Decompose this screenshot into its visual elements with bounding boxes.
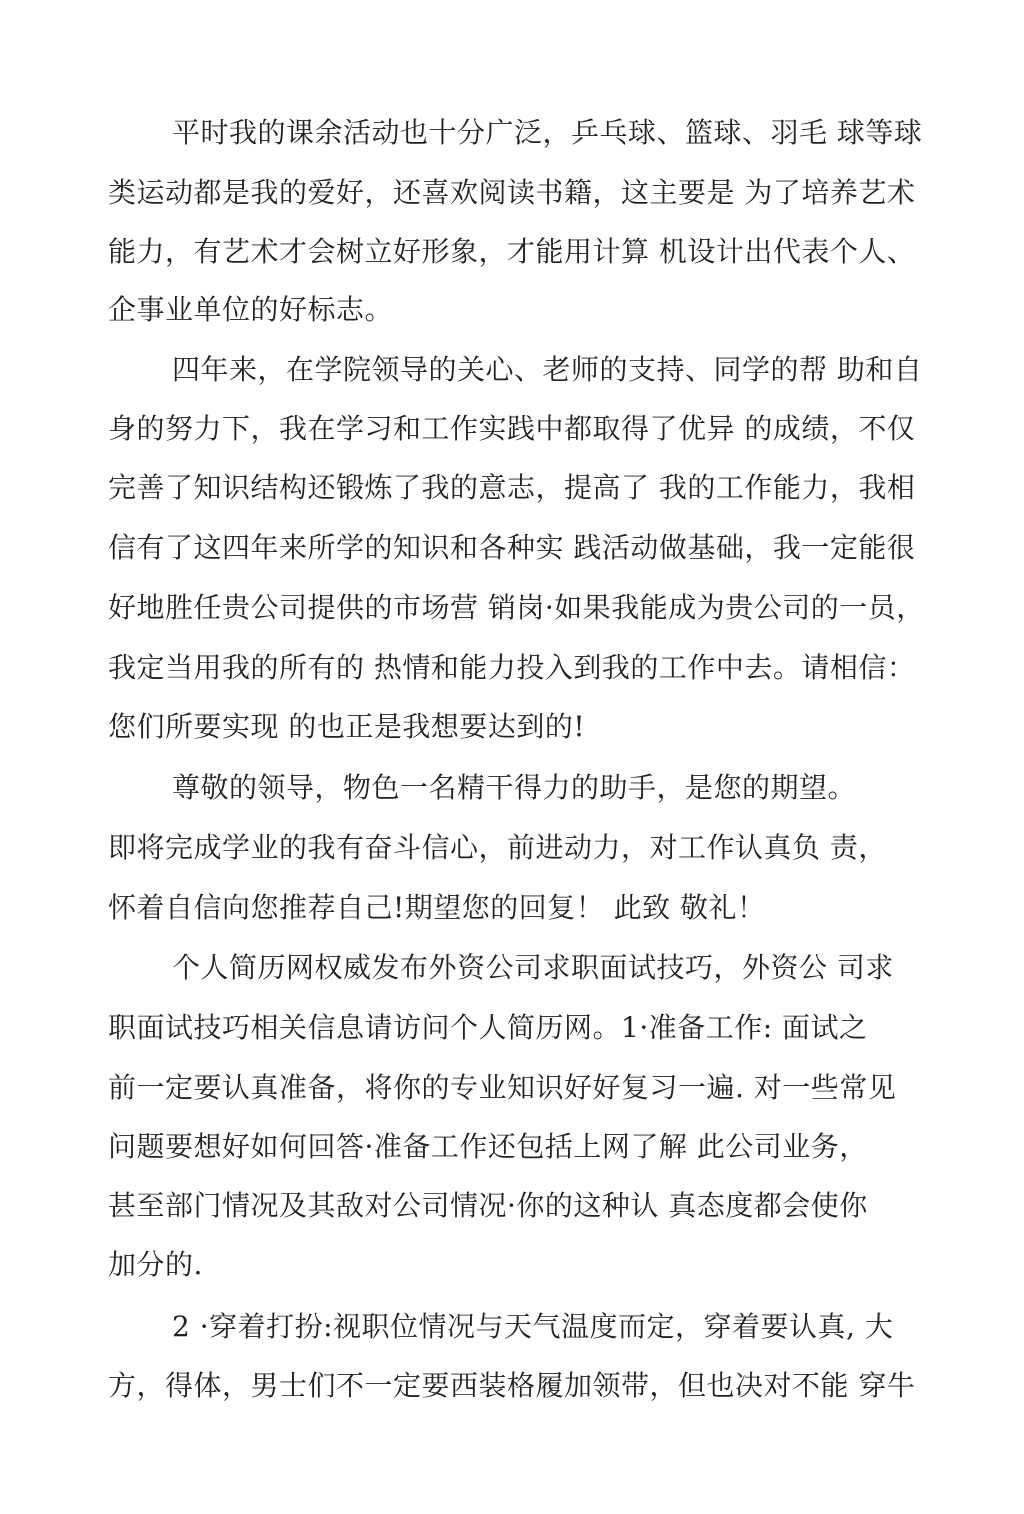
paragraph-line: 平时我的课余活动也十分广泛，乒乓球、篮球、羽毛 球等球 [172,116,923,149]
paragraph-line: 能力，有艺术才会树立好形象，才能用计算 机设计出代表个人、 [108,235,916,268]
paragraph-line: 类运动都是我的爱好，还喜欢阅读书籍，这主要是 为了培养艺术 [108,176,916,209]
paragraph-line: 问题要想好如何回答·准备工作还包括上网了解 此公司业务， [108,1130,868,1163]
paragraph-line: 加分的. [108,1248,203,1281]
paragraph-line: 企事业单位的好标志。 [108,293,394,326]
paragraph-line: 职面试技巧相关信息请访问个人简历网。1·准备工作: 面试之 [108,1011,868,1044]
paragraph-line: 甚至部门情况及其敌对公司情况·你的这种认 真态度都会使你 [108,1189,868,1222]
paragraph-line: 2 ·穿着打扮:视职位情况与天气温度而定，穿着要认真, 大 [172,1310,894,1343]
paragraph-line: 好地胜任贵公司提供的市场营 销岗·如果我能成为贵公司的一员， [108,591,925,624]
paragraph-line: 完善了知识结构还锻炼了我的意志，提高了 我的工作能力，我相 [108,471,916,504]
paragraph-line: 您们所要实现 的也正是我想要达到的! [108,710,586,743]
paragraph-line: 尊敬的领导，物色一名精干得力的助手，是您的期望。 [172,771,857,804]
paragraph-line: 怀着自信向您推荐自己!期望您的回复！ 此致 敬礼！ [108,891,766,924]
paragraph-line: 方，得体，男士们不一定要西装格履加领带，但也决对不能 穿牛 [108,1369,916,1402]
paragraph-line: 我定当用我的所有的 热情和能力投入到我的工作中去。请相信： [108,651,916,684]
paragraph-line: 个人简历网权威发布外资公司求职面试技巧，外资公 司求 [172,951,894,984]
paragraph-line: 信有了这四年来所学的知识和各种实 践活动做基础，我一定能很 [108,531,916,564]
paragraph-line: 前一定要认真准备，将你的专业知识好好复习一遍. 对一些常见 [108,1071,897,1104]
paragraph-line: 即将完成学业的我有奋斗信心，前进动力，对工作认真负 责， [108,831,887,864]
paragraph-line: 身的努力下，我在学习和工作实践中都取得了优异 的成绩，不仅 [108,412,916,445]
paragraph-line: 四年来，在学院领导的关心、老师的支持、同学的帮 助和自 [172,353,923,386]
